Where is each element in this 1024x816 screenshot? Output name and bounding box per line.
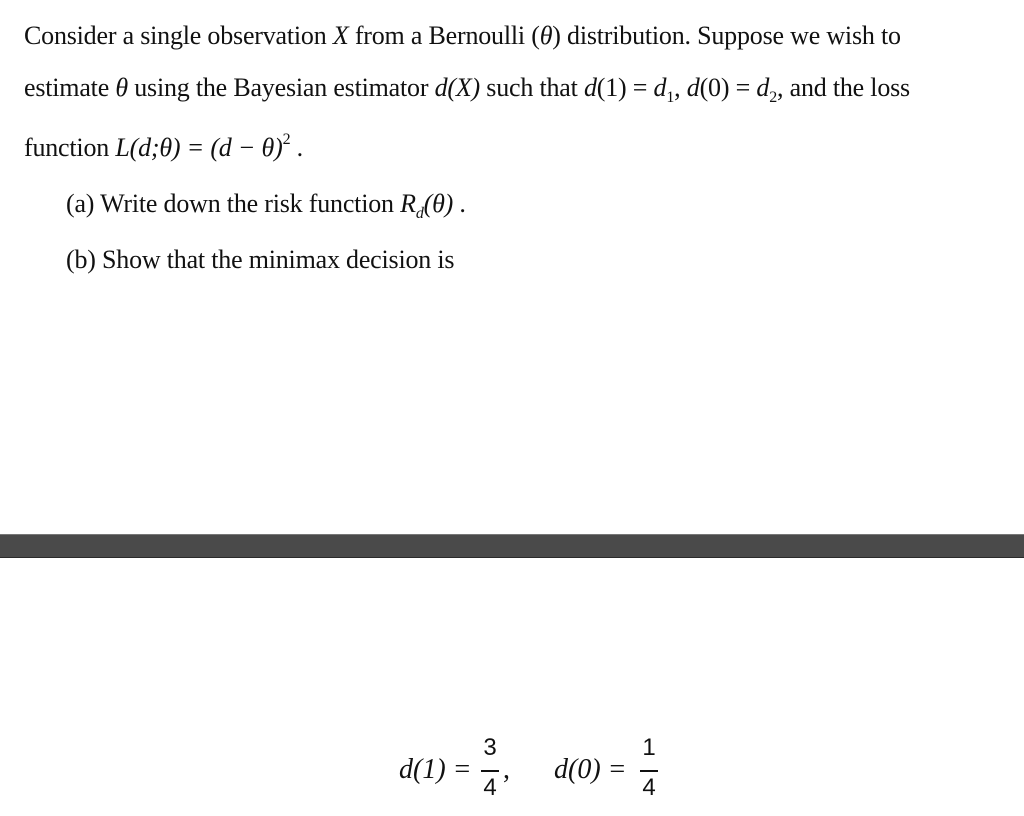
text-fragment: ) distribution. Suppose we wish to <box>552 21 901 50</box>
math-variable: d <box>756 73 770 102</box>
text-fragment: , <box>674 73 687 102</box>
fraction-numerator: 1 <box>642 734 656 761</box>
math-expression: d(X) <box>434 73 480 102</box>
math-variable: d <box>583 73 597 102</box>
part-b <box>66 244 454 276</box>
math-expression: (1) = <box>596 73 654 102</box>
text-fragment: from a Bernoulli ( <box>348 21 540 50</box>
problem-line-3 <box>24 132 303 164</box>
text-fragment: . <box>290 133 303 162</box>
minimax-answer <box>399 736 699 808</box>
fraction-numerator: 3 <box>483 734 497 761</box>
text-fragment: , and the loss <box>777 73 910 102</box>
part-b-text: (b) Show that the minimax decision is <box>66 245 455 274</box>
math-variable: d <box>653 73 667 102</box>
text-fragment: function <box>24 133 116 162</box>
math-variable: θ <box>115 73 128 102</box>
text-fragment: estimate <box>24 73 116 102</box>
fraction-bar <box>640 770 658 772</box>
math-expression: (0) = <box>699 73 757 102</box>
math-expression: (d;θ) = (d − θ) <box>129 133 283 162</box>
problem-line-1 <box>24 20 901 52</box>
math-variable: R <box>400 189 416 218</box>
text-fragment: using the Bayesian estimator <box>127 73 435 102</box>
math-variable: d <box>686 73 700 102</box>
part-a <box>66 188 466 220</box>
text-fragment: Consider a single observation <box>24 21 333 50</box>
text-fragment: such that <box>480 73 584 102</box>
answer-d1-lhs: d(1) = <box>399 754 472 785</box>
math-expression: (θ) <box>423 189 454 218</box>
answer-comma: , <box>503 754 510 785</box>
math-subscript: d <box>415 205 424 222</box>
math-variable: θ <box>539 21 553 50</box>
math-superscript: 2 <box>282 131 291 148</box>
part-a-label: (a) Write down the risk function <box>66 189 401 218</box>
math-variable: L <box>115 133 130 162</box>
fraction-denominator: 4 <box>483 774 497 801</box>
problem-line-2 <box>24 72 910 104</box>
answer-d0-lhs: d(0) = <box>554 754 627 785</box>
text-fragment: . <box>453 189 466 218</box>
math-subscript: 2 <box>769 89 777 106</box>
math-variable: X <box>332 21 349 50</box>
fraction-bar <box>481 770 499 772</box>
divider-bar <box>0 534 1024 558</box>
fraction-denominator: 4 <box>642 774 656 801</box>
math-subscript: 1 <box>666 89 675 106</box>
